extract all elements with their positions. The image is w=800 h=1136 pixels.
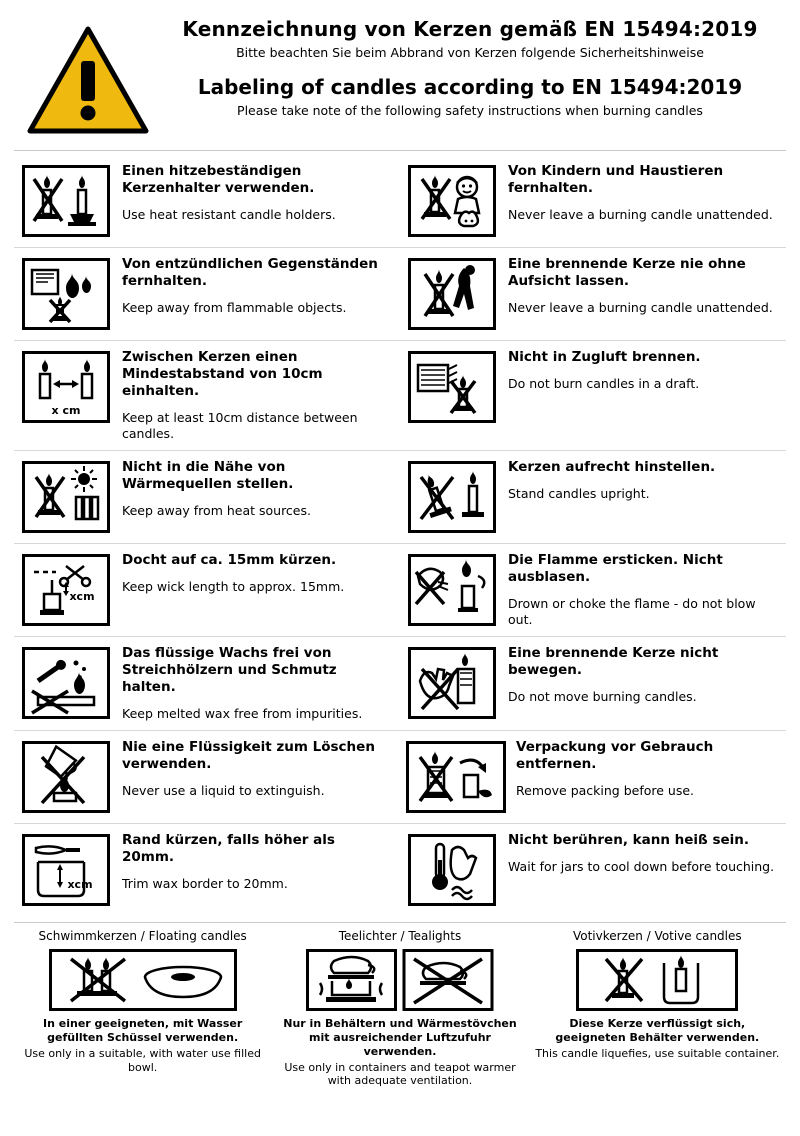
- rule-text-en: Keep wick length to approx. 15mm.: [122, 579, 345, 594]
- footer-divider: [14, 922, 786, 923]
- do-not-move-icon: [404, 645, 500, 722]
- rule-text-en: Stand candles upright.: [508, 486, 650, 501]
- rules-row: [14, 731, 786, 824]
- rule-text: [114, 552, 396, 628]
- rule-text-de: Von entzündlichen Gegenständen fernhalten.: [122, 256, 378, 289]
- floating-candle-bowl-icon: [20, 949, 265, 1011]
- rules-row: [14, 544, 786, 637]
- footer-item-tealights: [271, 929, 528, 1088]
- rule-text-de: Einen hitzebeständigen Kerzenhalter verwenden.: [122, 163, 315, 196]
- candle-distance-icon: [18, 349, 114, 442]
- icon-label-xcm: xcm: [67, 878, 93, 892]
- rule-text-en: Keep at least 10cm distance between candles.: [122, 409, 358, 441]
- rule-item: [400, 341, 786, 450]
- rule-item: [14, 824, 400, 916]
- rule-text-en: Do not move burning candles.: [508, 689, 697, 705]
- rule-text-de: Kerzen aufrecht hinstellen.: [508, 459, 716, 476]
- rule-text-en: Never use a liquid to extinguish.: [122, 783, 325, 798]
- rule-text-de: Docht auf ca. 15mm kürzen.: [122, 552, 337, 569]
- rule-text: [500, 256, 782, 332]
- rule-text: [508, 739, 782, 815]
- rule-item: [14, 451, 400, 543]
- footer-text-en: Use only in containers and teapot warmer with adequate ventilation.: [284, 1060, 516, 1088]
- rules-row: [14, 637, 786, 731]
- rule-text-de: Rand kürzen, falls höher als 20mm.: [122, 832, 335, 866]
- rule-text: [500, 349, 782, 442]
- trim-wick-icon: [18, 552, 114, 628]
- rules-row: [14, 451, 786, 544]
- rule-text-en: Use heat resistant candle holders.: [122, 206, 336, 222]
- subtitle-de: Bitte beachten Sie beim Abbrand von Kerzen folgende Sicherheitshinweise: [236, 45, 704, 60]
- heat-source-icon: [18, 459, 114, 535]
- rule-text: [500, 552, 782, 628]
- rule-item: [14, 544, 400, 636]
- children-pets-icon: [404, 163, 500, 239]
- rules-row: [14, 155, 786, 248]
- candle-holder-icon: [18, 163, 114, 239]
- rule-text-en: Keep melted wax free from impurities.: [122, 706, 363, 721]
- title-en: Labeling of candles according to EN 15494:2019: [197, 75, 743, 99]
- votive-container-icon: [535, 949, 780, 1011]
- footer-item-floating: [14, 929, 271, 1088]
- hot-jar-icon: [404, 832, 500, 908]
- rule-text-de: Nie eine Flüssigkeit zum Löschen verwenden.: [122, 739, 375, 773]
- rule-text-de: Die Flamme ersticken. Nicht ausblasen.: [508, 552, 723, 585]
- footer-title: Teelichter / Tealights: [338, 929, 462, 944]
- footer-columns: [14, 929, 786, 1088]
- rules-row: [14, 248, 786, 341]
- rule-item: [14, 248, 400, 340]
- rule-text: [114, 163, 396, 239]
- exclamation-triangle-icon: [26, 24, 150, 136]
- upright-candle-icon: [404, 459, 500, 535]
- rule-item: [400, 637, 786, 730]
- footer-text-en: Use only in a suitable, with water use filled bowl.: [24, 1046, 261, 1074]
- rule-text-de: Nicht in die Nähe von Wärmequellen stellen.: [122, 459, 294, 492]
- flammable-objects-icon: [18, 256, 114, 332]
- footer-title: Schwimmkerzen / Floating candles: [38, 929, 247, 944]
- rule-text: [500, 645, 782, 722]
- extinguish-flame-icon: [404, 552, 500, 628]
- rule-text-en: Keep away from flammable objects.: [122, 299, 347, 315]
- trim-wax-border-icon: [18, 832, 114, 908]
- rule-text-de: Nicht berühren, kann heiß sein.: [508, 832, 750, 849]
- rule-text-de: Verpackung vor Gebrauch entfernen.: [516, 739, 714, 773]
- rules-row: [14, 341, 786, 451]
- rule-text-en: Never leave a burning candle unattended.: [508, 299, 773, 315]
- footer-text-de: In einer geeigneten, mit Wasser gefüllten Schüssel verwenden.: [43, 1017, 243, 1044]
- rules-grid: [0, 151, 800, 916]
- rule-text: [500, 832, 782, 908]
- unattended-candle-icon: [404, 256, 500, 332]
- footer-section: [0, 916, 800, 1094]
- page-header: [0, 0, 800, 142]
- rule-text-en: Wait for jars to cool down before touching.: [508, 859, 775, 875]
- rule-text: [114, 349, 396, 442]
- header-text: [158, 14, 782, 118]
- rule-item: [400, 731, 786, 823]
- footer-item-votive: [529, 929, 786, 1088]
- rule-item: [400, 824, 786, 916]
- wax-impurities-icon: [18, 645, 114, 722]
- rule-item: [400, 155, 786, 247]
- rules-row: [14, 824, 786, 916]
- rule-text-de: Eine brennende Kerze nie ohne Aufsicht lassen.: [508, 256, 746, 289]
- tealight-warmer-icon: [277, 949, 522, 1011]
- rule-text-en: Keep away from heat sources.: [122, 502, 311, 518]
- rule-item: [14, 637, 400, 730]
- rule-item: [14, 155, 400, 247]
- draft-icon: [404, 349, 500, 442]
- rule-text-en: Do not burn candles in a draft.: [508, 375, 700, 391]
- rule-text-de: Zwischen Kerzen einen Mindestabstand von 10cm einhalten.: [122, 349, 323, 399]
- rule-text: [114, 256, 396, 332]
- footer-text-de: Nur in Behältern und Wärmestövchen mit ausreichender Luftzufuhr verwenden.: [283, 1017, 517, 1058]
- rule-text-en: Drown or choke the flame - do not blow out.: [508, 595, 756, 628]
- footer-text-de: Diese Kerze verflüssigt sich, geeigneten Behälter verwenden.: [555, 1017, 760, 1044]
- rule-item: [14, 731, 400, 823]
- rule-text-de: Das flüssige Wachs frei von Streichhölzern und Schmutz halten.: [122, 645, 337, 696]
- warning-sign-wrap: [18, 14, 158, 136]
- rule-text-en: Never leave a burning candle unattended.: [508, 206, 773, 222]
- rule-text: [114, 832, 396, 908]
- remove-packing-icon: [404, 739, 508, 815]
- rule-text-en: Trim wax border to 20mm.: [122, 876, 288, 891]
- rule-item: [400, 544, 786, 636]
- rule-text: [500, 459, 782, 535]
- subtitle-en: Please take note of the following safety instructions when burning candles: [237, 103, 703, 118]
- icon-label-xcm: xcm: [69, 590, 95, 604]
- title-de: Kennzeichnung von Kerzen gemäß EN 15494:2019: [182, 17, 758, 41]
- no-liquid-icon: [18, 739, 114, 815]
- rule-item: [14, 341, 400, 450]
- icon-label-x-cm: x cm: [51, 404, 81, 417]
- rule-text-de: Nicht in Zugluft brennen.: [508, 349, 701, 365]
- rule-text-de: Von Kindern und Haustieren fernhalten.: [508, 163, 724, 196]
- rule-text: [500, 163, 782, 239]
- footer-text-en: This candle liquefies, use suitable container.: [535, 1046, 780, 1060]
- rule-text-de: Eine brennende Kerze nicht bewegen.: [508, 645, 719, 679]
- rule-text: [114, 645, 396, 722]
- footer-title: Votivkerzen / Votive candles: [572, 929, 742, 944]
- rule-item: [400, 248, 786, 340]
- rule-text: [114, 459, 396, 535]
- rule-text-en: Remove packing before use.: [516, 783, 695, 798]
- rule-item: [400, 451, 786, 543]
- rule-text: [114, 739, 396, 815]
